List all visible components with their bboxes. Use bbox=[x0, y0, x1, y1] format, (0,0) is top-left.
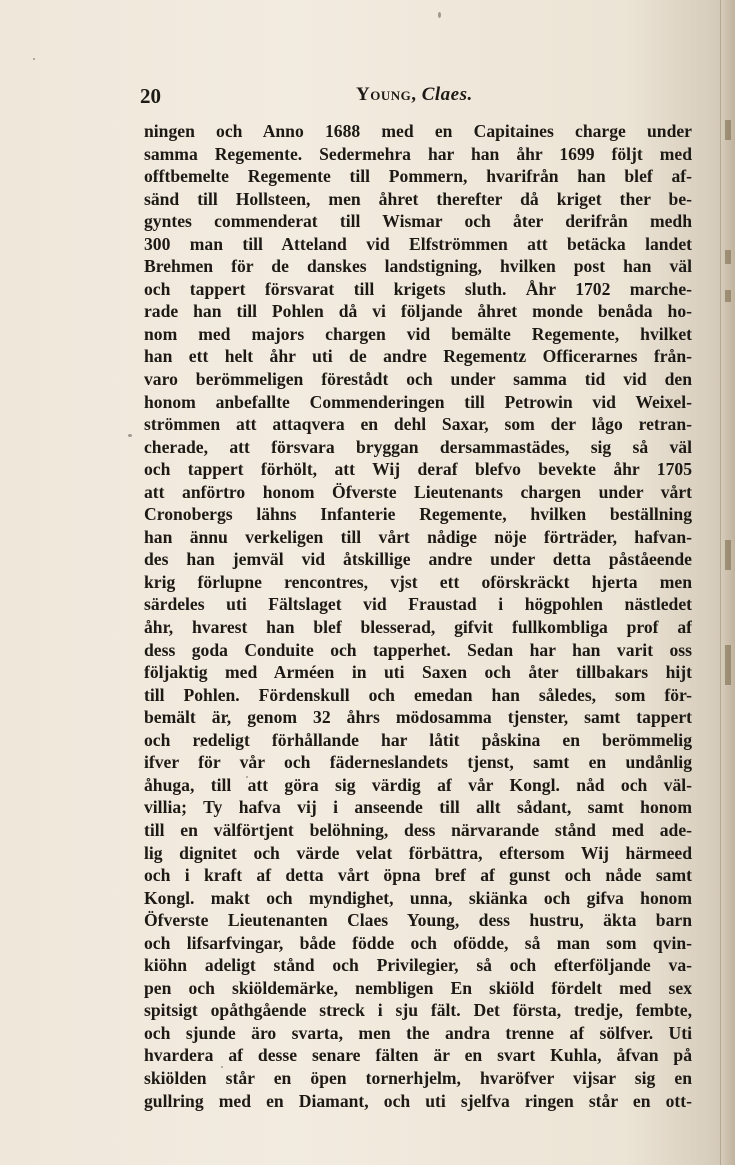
page-edge bbox=[720, 0, 735, 1165]
running-head-given-name: Claes. bbox=[421, 84, 473, 105]
body-text bbox=[144, 120, 692, 1112]
text-line: krig förlupne rencontres, vjst ett oförskräckt hjerta men bbox=[144, 571, 692, 592]
text-line: Cronobergs lähns Infanterie Regemente, hvilken beställning bbox=[144, 504, 692, 525]
text-line: att anförtro honom Öfverste Lieutenants chargen under vårt bbox=[144, 481, 692, 502]
running-head bbox=[356, 84, 473, 106]
text-line: cherade, att försvara bryggan dersammastädes, sig så väl bbox=[144, 436, 692, 457]
margin-stain bbox=[725, 120, 731, 140]
text-line: strömmen att attaqvera en dehl Saxar, som der lågo retran- bbox=[144, 414, 692, 435]
page-number: 20 bbox=[140, 84, 161, 108]
text-line: och sjunde äro svarta, men the andra trenne af sölfver. Uti bbox=[144, 1022, 692, 1043]
text-line: samma Regemente. Sedermehra har han åhr 1699 följt med bbox=[144, 143, 692, 164]
paper-speck bbox=[438, 12, 441, 18]
text-line: Brehmen för de danskes landstigning, hvilken post han väl bbox=[144, 256, 692, 277]
text-line: rade han till Pohlen då vi följande åhret monde benåda ho- bbox=[144, 301, 692, 322]
text-line: skiölden står en öpen tornerhjelm, hvaröfver vijsar sig en bbox=[144, 1067, 692, 1088]
margin-stain bbox=[725, 290, 731, 302]
text-line: ningen och Anno 1688 med en Capitaines charge under bbox=[144, 121, 692, 141]
text-line: gyntes commenderat till Wismar och åter derifrån medh bbox=[144, 211, 692, 232]
text-line: dess goda Conduite och tapperhet. Sedan har han varit oss bbox=[144, 639, 692, 660]
text-line: och i kraft af detta vårt öpna bref af gunst och nåde samt bbox=[144, 865, 692, 886]
margin-stain bbox=[725, 250, 731, 264]
paper-speck bbox=[33, 58, 35, 60]
text-line: honom anbefallte Commenderingen till Petrowin vid Weixel- bbox=[144, 391, 692, 412]
text-line: pen och skiöldemärke, nembligen En skiöld fördelt med sex bbox=[144, 977, 692, 998]
text-line: lig dignitet och värde velat förbättra, eftersom Wij härmeed bbox=[144, 842, 692, 863]
margin-stain bbox=[725, 645, 731, 685]
text-line: särdeles uti Fältslaget vid Fraustad i högpohlen nästledet bbox=[144, 594, 692, 615]
text-line: nom med majors chargen vid bemälte Regemente, hvilket bbox=[144, 323, 692, 344]
text-line: Kongl. makt och myndighet, unna, skiänka och gifva honom bbox=[144, 887, 692, 908]
text-line: följaktig med Arméen in uti Saxen och åter tillbakars hijt bbox=[144, 662, 692, 683]
text-line: spitsigt opåthgående streck i sju fält. Det första, tredje, fembte, bbox=[144, 1000, 692, 1021]
page-header bbox=[138, 84, 698, 114]
text-line: sänd till Hollsteen, men åhret therefter då kriget ther be- bbox=[144, 188, 692, 209]
text-line: åhuga, till att göra sig värdig af vår Kongl. nåd och väl- bbox=[144, 774, 692, 795]
text-line: bemält är, genom 32 åhrs mödosamma tjenster, samt tappert bbox=[144, 707, 692, 728]
text-line: åhr, hvarest han blef blesserad, gifvit fullkombliga prof af bbox=[144, 617, 692, 638]
text-line: och lifsarfvingar, både födde och ofödde, så man som qvin- bbox=[144, 932, 692, 953]
running-head-surname: Young, bbox=[356, 84, 417, 105]
text-line: ifver för vår och fäderneslandets tjenst, samt en undånlig bbox=[144, 752, 692, 773]
text-line: villia; Ty hafva vij i anseende till allt sådant, samt honom bbox=[144, 797, 692, 818]
text-line: kiöhn adeligt stånd och Privilegier, så och efterföljande va- bbox=[144, 955, 692, 976]
text-line: offtbemelte Regemente till Pommern, hvarifrån han blef af- bbox=[144, 166, 692, 187]
text-line: och tappert försvarat till krigets sluth. Åhr 1702 marche- bbox=[144, 278, 692, 299]
text-line: 300 man till Atteland vid Elfströmmen att betäcka landet bbox=[144, 233, 692, 254]
text-line: till en välförtjent belöhning, dess närvarande stånd med ade- bbox=[144, 819, 692, 840]
text-line: och tappert förhölt, att Wij deraf blefvo bevekte åhr 1705 bbox=[144, 459, 692, 480]
text-line: hvardera af desse senare fälten är en svart Kuhla, åfvan på bbox=[144, 1045, 692, 1066]
paper-speck bbox=[128, 434, 132, 437]
text-line: des han jemväl vid åtskillige andre under detta påståeende bbox=[144, 549, 692, 570]
text-line: gullring med en Diamant, och uti sjelfva ringen står en ott- bbox=[144, 1090, 692, 1111]
margin-stain bbox=[725, 540, 731, 570]
text-line: Öfverste Lieutenanten Claes Young, dess hustru, äkta barn bbox=[144, 910, 692, 931]
text-line: han ett helt åhr uti de andre Regementz Officerarnes från- bbox=[144, 346, 692, 367]
text-line: han ännu verkeligen till vårt nådige nöje förträder, hafvan- bbox=[144, 526, 692, 547]
text-line: varo berömmeligen förestådt och under samma tid vid den bbox=[144, 369, 692, 390]
text-line: till Pohlen. Fördenskull och emedan han således, som för- bbox=[144, 684, 692, 705]
text-line: och redeligt förhållande har låtit påskina en berömmelig bbox=[144, 729, 692, 750]
